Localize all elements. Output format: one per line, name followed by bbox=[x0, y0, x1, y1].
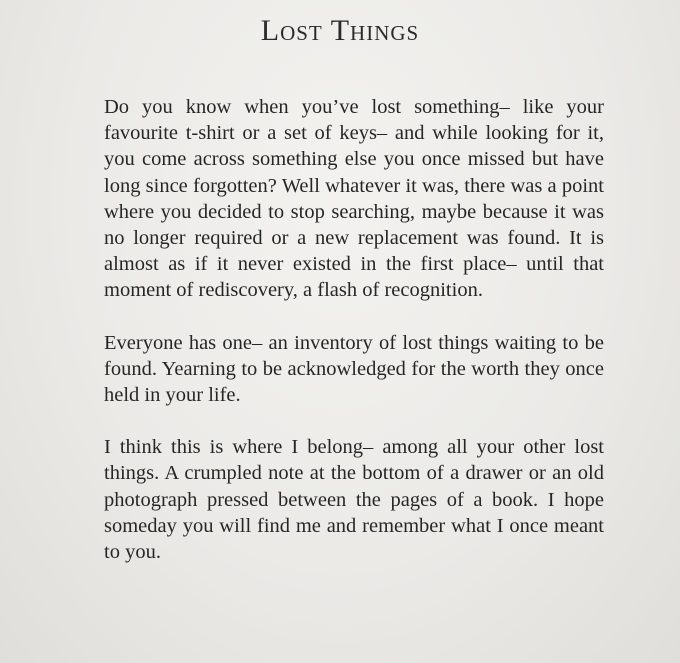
paragraph-3: I think this is where I belong– among all your other lost things. A crumpled note at the bottom of a drawer or an old photograph pressed between the pages of a book. I hope someday you will find me and remember what I once meant to you. bbox=[104, 436, 604, 564]
body-text bbox=[104, 94, 604, 591]
paragraph-1: Do you know when you’ve lost something– like your favourite t-shirt or a set of keys– and while looking for it, you come across something else you once missed but have long since forgotten? Well whatever it was, there was a point where you decided to stop searching, maybe because it was no longer required or a new replacement was found. It is almost as if it never existed in the first place– until that moment of rediscovery, a flash of recognition. bbox=[104, 96, 604, 302]
paragraph-2: Everyone has one– an inventory of lost things waiting to be found. Yearning to be acknowledged for the worth they once held in your life. bbox=[104, 331, 604, 407]
page-title: Lost Things bbox=[260, 14, 420, 47]
